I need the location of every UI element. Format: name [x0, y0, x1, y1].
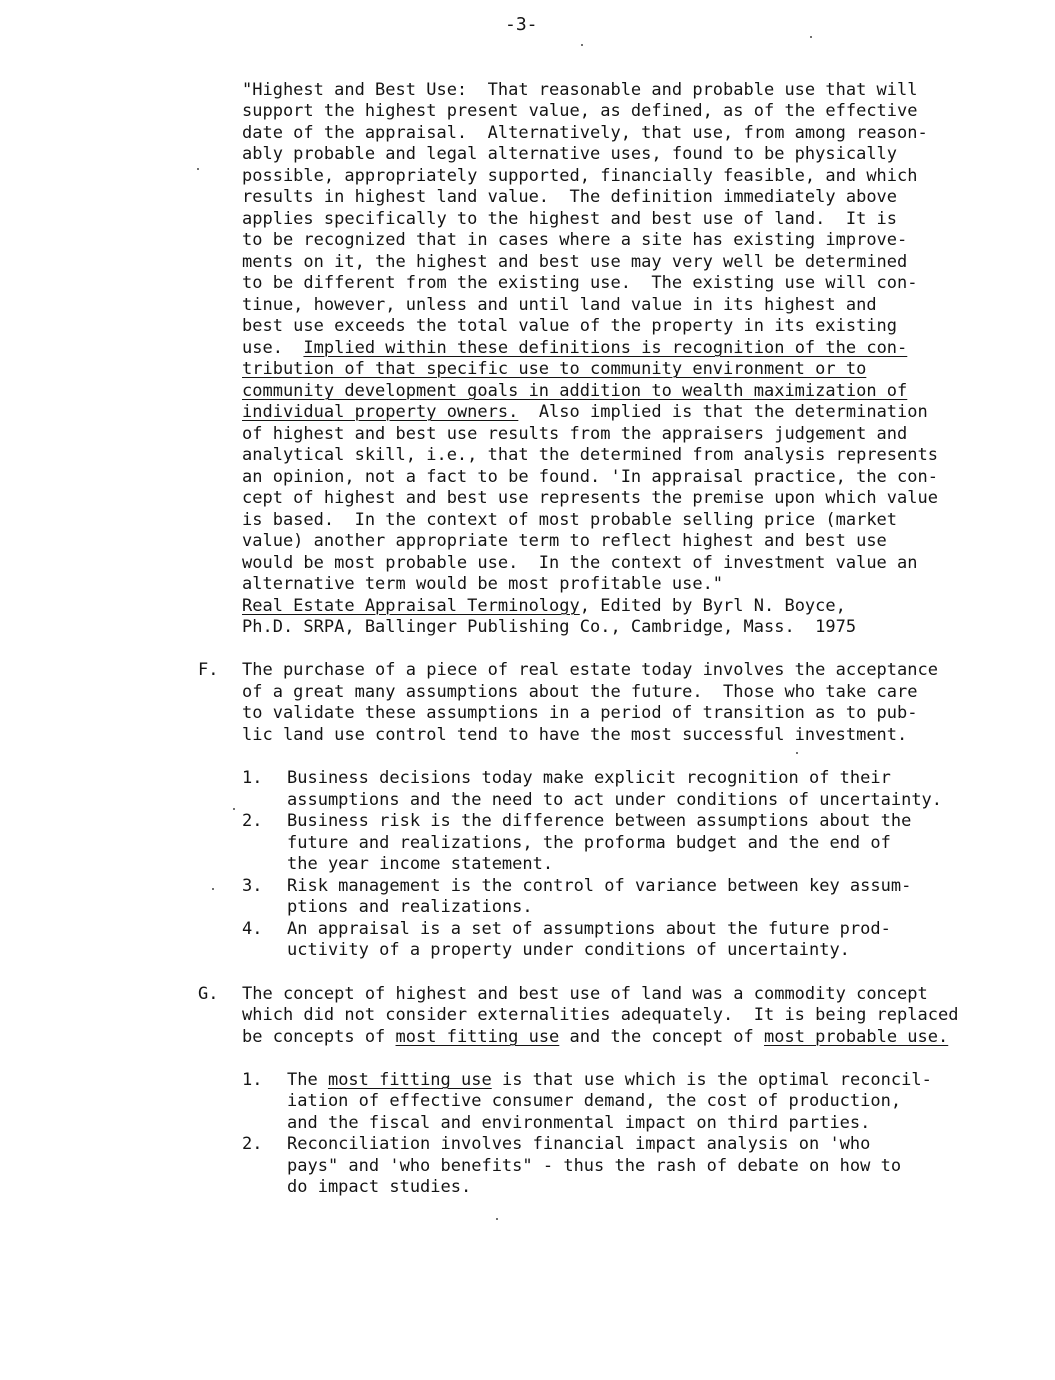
underlined-text: most fitting use: [327, 1070, 492, 1090]
underlined-text: community development goals in addition to wealth maximization of: [242, 381, 908, 401]
scan-speck: [496, 1218, 498, 1220]
scan-speck: [796, 752, 798, 754]
list-item-line: future and realizations, the proforma budget and the end of: [287, 833, 891, 853]
list-number: 4.: [242, 919, 263, 939]
underlined-text: most probable use.: [764, 1027, 949, 1047]
quote-line: is based. In the context of most probable selling price (market: [242, 510, 898, 530]
list-item-line: uctivity of a property under conditions of uncertainty.: [287, 940, 850, 960]
list-item-line: and the fiscal and environmental impact on third parties.: [287, 1113, 871, 1133]
quote-line: cept of highest and best use represents the premise upon which value: [242, 488, 938, 508]
quote-line: "Highest and Best Use: That reasonable and probable use that will: [242, 80, 918, 100]
list-item-line: assumptions and the need to act under conditions of uncertainty.: [287, 790, 943, 810]
quote-line: support the highest present value, as defined, as of the effective: [242, 101, 918, 121]
quote-line: best use exceeds the total value of the property in its existing: [242, 316, 898, 336]
quote-line: of highest and best use results from the appraisers judgement and: [242, 424, 908, 444]
paragraph-line: [242, 1027, 948, 1048]
section-marker: G.: [198, 984, 219, 1004]
list-item-line: pays" and 'who benefits" - thus the rash of debate on how to: [287, 1156, 902, 1176]
quote-text: Also implied is that the determination: [518, 402, 928, 422]
list-item-line: [287, 1070, 932, 1091]
citation-text: , Edited by Byrl N. Boyce,: [579, 596, 846, 616]
quote-line: to be different from the existing use. The existing use will con-: [242, 273, 918, 293]
list-item-line: Risk management is the control of variance between key assum-: [287, 876, 912, 896]
scan-speck: [810, 36, 812, 38]
paragraph-line: of a great many assumptions about the future. Those who take care: [242, 682, 918, 702]
paragraph-line: The purchase of a piece of real estate today involves the acceptance: [242, 660, 938, 680]
scan-speck: [212, 888, 214, 890]
list-number: 3.: [242, 876, 263, 896]
quote-line: to be recognized that in cases where a site has existing improve-: [242, 230, 908, 250]
quote-line: possible, appropriately supported, financially feasible, and which: [242, 166, 918, 186]
quote-line: [242, 402, 928, 423]
page-number: -3-: [505, 14, 538, 35]
quote-line: applies specifically to the highest and best use of land. It is: [242, 209, 898, 229]
paragraph-line: which did not consider externalities adequately. It is being replaced: [242, 1005, 959, 1025]
list-item-line: Business decisions today make explicit recognition of their: [287, 768, 891, 788]
quote-line: value) another appropriate term to reflect highest and best use: [242, 531, 887, 551]
quote-line: analytical skill, i.e., that the determined from analysis represents: [242, 445, 938, 465]
quote-line: ments on it, the highest and best use may very well be determined: [242, 252, 908, 272]
list-item-line: the year income statement.: [287, 854, 554, 874]
list-item-line: do impact studies.: [287, 1177, 472, 1197]
quote-line: date of the appraisal. Alternatively, that use, from among reason-: [242, 123, 928, 143]
list-number: 2.: [242, 811, 263, 831]
paragraph-line: The concept of highest and best use of land was a commodity concept: [242, 984, 928, 1004]
list-number: 1.: [242, 1070, 263, 1090]
quote-text: use.: [242, 338, 304, 358]
quote-line: alternative term would be most profitable use.": [242, 574, 724, 594]
list-item-line: iation of effective consumer demand, the cost of production,: [287, 1091, 902, 1111]
scan-speck: [233, 808, 235, 810]
quote-line: ably probable and legal alternative uses, found to be physically: [242, 144, 898, 164]
section-marker: F.: [198, 660, 219, 680]
quote-line: tinue, however, unless and until land value in its highest and: [242, 295, 877, 315]
quote-line: [242, 338, 907, 359]
citation-line: [242, 596, 846, 617]
underlined-text: Implied within these definitions is recognition of the con-: [303, 338, 908, 358]
scan-speck: [581, 44, 583, 46]
quote-line: an opinion, not a fact to be found. 'In appraisal practice, the con-: [242, 467, 938, 487]
list-number: 2.: [242, 1134, 263, 1154]
underlined-text: individual property owners.: [242, 402, 519, 422]
quote-line: would be most probable use. In the context of investment value an: [242, 553, 918, 573]
paragraph-text: be concepts of: [242, 1027, 396, 1047]
list-item-line: ptions and realizations.: [287, 897, 533, 917]
list-item-line: An appraisal is a set of assumptions about the future prod-: [287, 919, 891, 939]
paragraph-line: lic land use control tend to have the most successful investment.: [242, 725, 908, 745]
citation-line: Ph.D. SRPA, Ballinger Publishing Co., Cambridge, Mass. 1975: [242, 617, 857, 637]
scan-speck: [197, 168, 199, 170]
paragraph-text: and the concept of: [559, 1027, 764, 1047]
list-item-text: The: [287, 1070, 328, 1090]
list-item-text: is that use which is the optimal reconcil-: [491, 1070, 932, 1090]
citation-title: Real Estate Appraisal Terminology: [242, 596, 580, 616]
list-number: 1.: [242, 768, 263, 788]
underlined-text: tribution of that specific use to community environment or to: [242, 359, 867, 379]
list-item-line: Reconciliation involves financial impact analysis on 'who: [287, 1134, 871, 1154]
quote-line: results in highest land value. The definition immediately above: [242, 187, 898, 207]
list-item-line: Business risk is the difference between assumptions about the: [287, 811, 912, 831]
paragraph-line: to validate these assumptions in a period of transition as to pub-: [242, 703, 918, 723]
underlined-text: most fitting use: [395, 1027, 560, 1047]
